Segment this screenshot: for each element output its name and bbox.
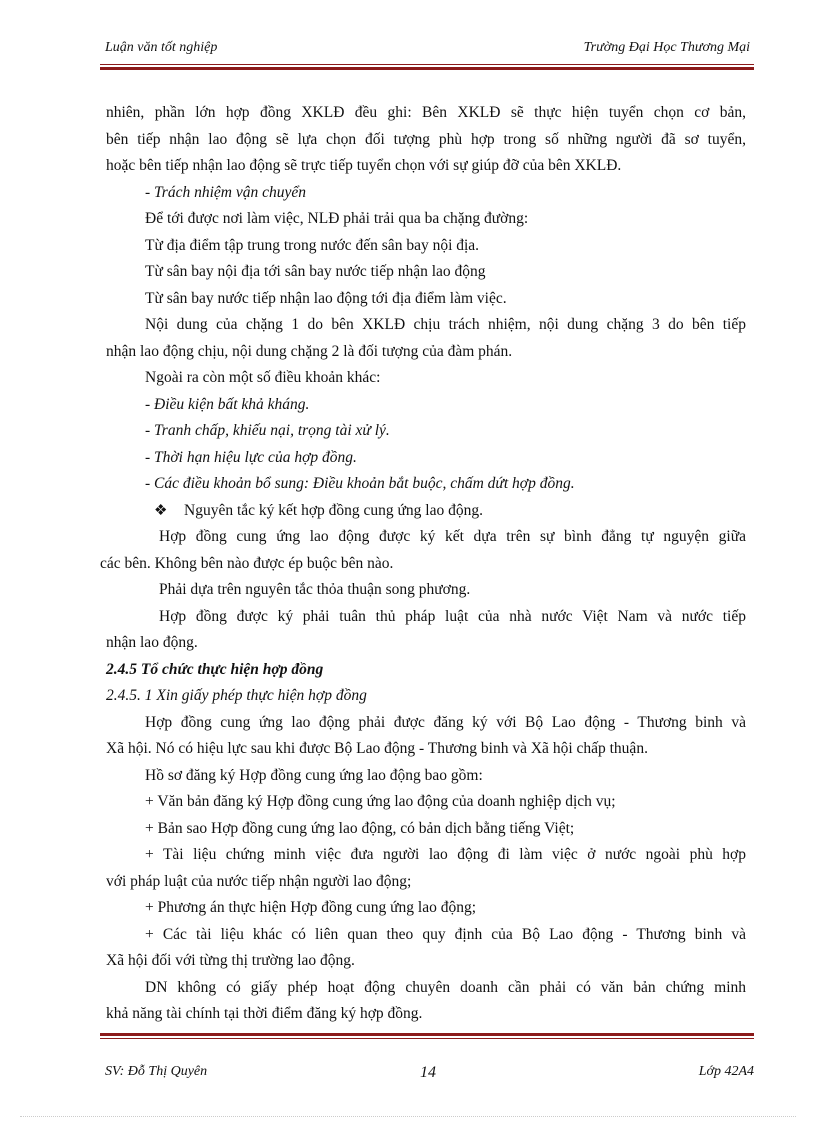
page-number: 14 bbox=[420, 1064, 436, 1081]
clause-item: - Tranh chấp, khiếu nại, trọng tài xử lý. bbox=[145, 422, 390, 439]
header-title-right: Trường Đại Học Thương Mại bbox=[583, 40, 750, 55]
document-body bbox=[100, 100, 746, 1028]
footer-student-name: SV: Đỗ Thị Quyên bbox=[105, 1064, 208, 1079]
paragraph-line: Xã hội. Nó có hiệu lực sau khi được Bộ Lao động - Thương binh và Xã hội chấp thuận. bbox=[106, 740, 648, 757]
subsection-heading: 2.4.5. 1 Xin giấy phép thực hiện hợp đồng bbox=[106, 687, 367, 704]
paragraph-line: Từ địa điểm tập trung trong nước đến sân bay nội địa. bbox=[145, 236, 480, 254]
paragraph-line: Để tới được nơi làm việc, NLĐ phải trải qua ba chặng đường: bbox=[145, 210, 529, 227]
subheading-transport: - Trách nhiệm vận chuyển bbox=[145, 183, 306, 201]
paragraph-line: nhận lao động chịu, nội dung chặng 2 là đối tượng của đàm phán. bbox=[106, 342, 513, 360]
clause-item: - Thời hạn hiệu lực của hợp đồng. bbox=[145, 448, 357, 466]
paragraph-line: khả năng tài chính tại thời điểm đăng ký hợp đồng. bbox=[106, 1005, 423, 1022]
footer-class: Lớp 42A4 bbox=[698, 1064, 754, 1079]
paragraph-line: Phải dựa trên nguyên tắc thỏa thuận song phương. bbox=[159, 581, 471, 598]
paragraph-line: với pháp luật của nước tiếp nhận người lao động; bbox=[106, 872, 412, 890]
bullet-item bbox=[106, 498, 746, 525]
header-rule-bottom bbox=[100, 67, 754, 70]
diamond-bullet-icon: ❖ bbox=[154, 502, 168, 519]
list-item: + Tài liệu chứng minh việc đưa người lao động đi làm việc ở nước ngoài phù hợp bbox=[145, 846, 746, 863]
paragraph-line: Từ sân bay nước tiếp nhận lao động tới địa điểm làm việc. bbox=[145, 289, 507, 307]
paragraph-line: Từ sân bay nội địa tới sân bay nước tiếp nhận lao động bbox=[145, 263, 486, 280]
section-heading: 2.4.5 Tổ chức thực hiện hợp đồng bbox=[106, 660, 324, 678]
header-rule-top bbox=[100, 64, 754, 65]
paragraph-line: Hợp đồng cung ứng lao động phải được đăng ký với Bộ Lao động - Thương binh và bbox=[145, 713, 746, 731]
bullet-text: Nguyên tắc ký kết hợp đồng cung ứng lao động. bbox=[184, 501, 483, 519]
header-title-left: Luận văn tốt nghiệp bbox=[105, 40, 218, 55]
list-item: + Bản sao Hợp đồng cung ứng lao động, có bản dịch bằng tiếng Việt; bbox=[145, 819, 575, 837]
paragraph-line: nhiên, phần lớn hợp đồng XKLĐ đều ghi: Bên XKLĐ sẽ thực hiện tuyển chọn cơ bản, bbox=[106, 104, 746, 121]
paragraph-line: Xã hội đối với từng thị trường lao động. bbox=[106, 952, 355, 969]
footer-rule-bottom bbox=[100, 1038, 754, 1039]
paragraph-line: các bên. Không bên nào được ép buộc bên nào. bbox=[100, 554, 394, 572]
paragraph-line: Ngoài ra còn một số điều khoản khác: bbox=[145, 369, 381, 386]
list-item: + Phương án thực hiện Hợp đồng cung ứng lao động; bbox=[145, 899, 477, 916]
paragraph-line: DN không có giấy phép hoạt động chuyên doanh cần phải có văn bản chứng minh bbox=[145, 978, 746, 996]
paragraph-line: bên tiếp nhận lao động sẽ lựa chọn đối tượng phù hợp trong số những người đã sơ tuyển, bbox=[106, 130, 746, 148]
paragraph-line: Hợp đồng cung ứng lao động được ký kết dựa trên sự bình đẳng tự nguyện giữa bbox=[159, 528, 746, 545]
footer-rule-top bbox=[100, 1033, 754, 1036]
list-item: + Văn bản đăng ký Hợp đồng cung ứng lao động của doanh nghiệp dịch vụ; bbox=[145, 793, 616, 810]
paragraph-line: Nội dung của chặng 1 do bên XKLĐ chịu trách nhiệm, nội dung chặng 3 do bên tiếp bbox=[145, 316, 746, 333]
clause-item: - Điều kiện bất khả kháng. bbox=[145, 395, 310, 413]
page-edge-divider bbox=[20, 1116, 796, 1117]
paragraph-line: Hồ sơ đăng ký Hợp đồng cung ứng lao động bao gồm: bbox=[145, 766, 483, 784]
clause-item: - Các điều khoản bổ sung: Điều khoản bắt buộc, chấm dứt hợp đồng. bbox=[145, 475, 575, 492]
paragraph-line: hoặc bên tiếp nhận lao động sẽ trực tiếp tuyển chọn với sự giúp đỡ của bên XKLĐ. bbox=[106, 157, 622, 174]
paragraph-line: Hợp đồng được ký phải tuân thủ pháp luật của nhà nước Việt Nam và nước tiếp bbox=[159, 607, 746, 625]
paragraph-line: nhận lao động. bbox=[106, 634, 198, 651]
list-item: + Các tài liệu khác có liên quan theo quy định của Bộ Lao động - Thương binh và bbox=[145, 925, 746, 943]
